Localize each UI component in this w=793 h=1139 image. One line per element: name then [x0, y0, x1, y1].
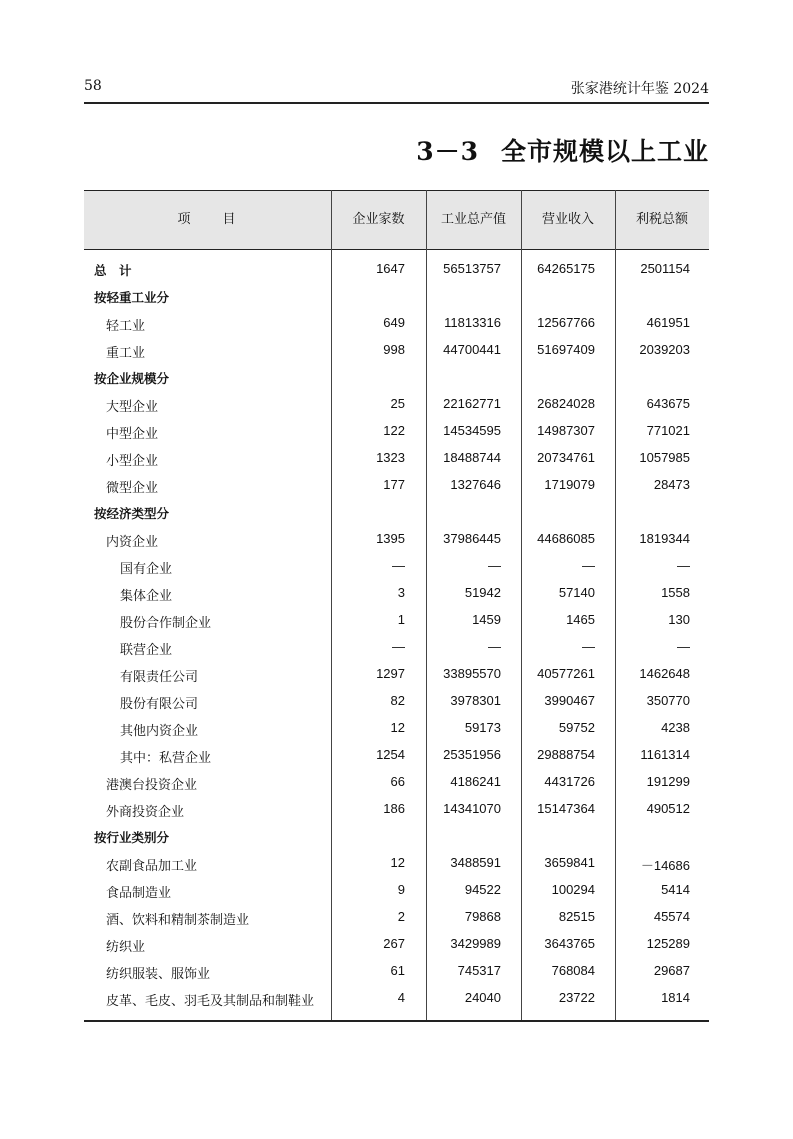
- table-row: [84, 876, 709, 903]
- cell-industrial-output: 33895570: [443, 666, 501, 681]
- cell-industrial-output: 51942: [464, 585, 501, 600]
- table-row: [84, 930, 709, 957]
- table-row: [84, 633, 709, 660]
- cell-profit-tax: －14686: [640, 858, 690, 873]
- cell-enterprise-count: 122: [383, 423, 405, 438]
- row-label: 国有企业: [120, 562, 173, 577]
- cell-operating-revenue: 768084: [551, 963, 595, 978]
- cell-industrial-output: 59173: [464, 720, 501, 735]
- cell-industrial-output: 14534595: [443, 423, 501, 438]
- cell-profit-tax: 350770: [646, 693, 690, 708]
- cell-enterprise-count: 267: [383, 936, 405, 951]
- cell-enterprise-count: 2: [397, 909, 405, 924]
- cell-operating-revenue: 100294: [551, 882, 595, 897]
- table-row: [84, 984, 709, 1011]
- table-row: [84, 498, 709, 525]
- cell-enterprise-count: 1395: [376, 531, 405, 546]
- table-row: [84, 849, 709, 876]
- row-label: 股份合作制企业: [120, 616, 212, 631]
- cell-operating-revenue: 64265175: [537, 261, 595, 276]
- table-row: [84, 525, 709, 552]
- table-row: [84, 957, 709, 984]
- table-row: [84, 579, 709, 606]
- cell-profit-tax: 28473: [653, 477, 690, 492]
- cell-enterprise-count: 1647: [376, 261, 405, 276]
- cell-enterprise-count: 66: [390, 774, 405, 789]
- cell-enterprise-count: 186: [383, 801, 405, 816]
- cell-industrial-output: 94522: [464, 882, 501, 897]
- column-header-item: 项 目: [177, 212, 238, 227]
- row-label: 总 计: [94, 263, 132, 278]
- column-header-tax: 利税总额: [635, 212, 688, 227]
- row-label: 集体企业: [120, 589, 173, 604]
- cell-operating-revenue: 57140: [558, 585, 595, 600]
- cell-profit-tax: 1814: [661, 990, 690, 1005]
- cell-industrial-output: 3429989: [450, 936, 501, 951]
- cell-industrial-output: 1459: [472, 612, 501, 627]
- cell-operating-revenue: 4431726: [544, 774, 595, 789]
- row-label: 按轻重工业分: [94, 290, 170, 305]
- cell-operating-revenue: 26824028: [537, 396, 595, 411]
- row-label: 其中：私营企业: [120, 751, 212, 766]
- cell-industrial-output: 37986445: [443, 531, 501, 546]
- cell-enterprise-count: 82: [390, 693, 405, 708]
- table-row: [84, 714, 709, 741]
- row-label: 股份有限公司: [120, 697, 199, 712]
- cell-operating-revenue: 23722: [558, 990, 595, 1005]
- table-row: [84, 903, 709, 930]
- cell-profit-tax: —: [677, 639, 690, 654]
- cell-enterprise-count: 1297: [376, 666, 405, 681]
- cell-industrial-output: 44700441: [443, 342, 501, 357]
- row-label: 农副食品加工业: [106, 859, 198, 874]
- table-row: [84, 336, 709, 363]
- cell-enterprise-count: 25: [390, 396, 405, 411]
- cell-profit-tax: 1558: [661, 585, 690, 600]
- table-row: [84, 309, 709, 336]
- page-header: [84, 76, 709, 104]
- cell-industrial-output: 3978301: [450, 693, 501, 708]
- row-label: 大型企业: [106, 400, 159, 415]
- cell-operating-revenue: 15147364: [537, 801, 595, 816]
- cell-operating-revenue: 20734761: [537, 450, 595, 465]
- row-label: 有限责任公司: [120, 670, 199, 685]
- cell-enterprise-count: 61: [390, 963, 405, 978]
- cell-industrial-output: 4186241: [450, 774, 501, 789]
- table-row: [84, 282, 709, 309]
- row-label: 微型企业: [106, 481, 159, 496]
- column-header-enterprises: 企业家数: [352, 212, 405, 227]
- cell-industrial-output: 22162771: [443, 396, 501, 411]
- cell-operating-revenue: 29888754: [537, 747, 595, 762]
- table-row: [84, 687, 709, 714]
- cell-industrial-output: 18488744: [443, 450, 501, 465]
- cell-industrial-output: 79868: [464, 909, 501, 924]
- cell-enterprise-count: 1: [397, 612, 405, 627]
- cell-operating-revenue: —: [582, 558, 595, 573]
- cell-enterprise-count: —: [392, 558, 405, 573]
- cell-enterprise-count: 1254: [376, 747, 405, 762]
- cell-profit-tax: 461951: [646, 315, 690, 330]
- cell-profit-tax: 4238: [661, 720, 690, 735]
- column-header-revenue: 营业收入: [541, 212, 594, 227]
- cell-enterprise-count: 177: [383, 477, 405, 492]
- cell-industrial-output: —: [488, 639, 501, 654]
- table-row: [84, 417, 709, 444]
- table-row: [84, 822, 709, 849]
- cell-enterprise-count: 998: [383, 342, 405, 357]
- cell-industrial-output: —: [488, 558, 501, 573]
- cell-operating-revenue: 12567766: [537, 315, 595, 330]
- table-row: [84, 471, 709, 498]
- row-label: 纺织服装、服饰业: [106, 967, 211, 982]
- cell-profit-tax: 29687: [653, 963, 690, 978]
- cell-enterprise-count: 1323: [376, 450, 405, 465]
- row-label: 联营企业: [120, 643, 173, 658]
- table-row: [84, 444, 709, 471]
- row-label: 按行业类别分: [94, 830, 170, 845]
- cell-enterprise-count: 9: [397, 882, 405, 897]
- table-row: [84, 255, 709, 282]
- cell-enterprise-count: 4: [397, 990, 405, 1005]
- cell-operating-revenue: 44686085: [537, 531, 595, 546]
- cell-operating-revenue: 40577261: [537, 666, 595, 681]
- cell-profit-tax: 2501154: [640, 261, 690, 276]
- cell-operating-revenue: 51697409: [537, 342, 595, 357]
- cell-industrial-output: 24040: [464, 990, 501, 1005]
- table-title-text: 全市规模以上工业: [500, 137, 709, 166]
- cell-operating-revenue: 3990467: [544, 693, 595, 708]
- row-label: 重工业: [106, 346, 146, 361]
- table-row: [84, 390, 709, 417]
- cell-enterprise-count: 3: [397, 585, 405, 600]
- cell-enterprise-count: 12: [390, 855, 405, 870]
- cell-profit-tax: 643675: [646, 396, 690, 411]
- row-label: 按企业规模分: [94, 371, 170, 386]
- cell-profit-tax: 45574: [653, 909, 690, 924]
- cell-profit-tax: —: [677, 558, 690, 573]
- row-label: 内资企业: [106, 535, 159, 550]
- cell-profit-tax: 771021: [646, 423, 690, 438]
- cell-profit-tax: 125289: [646, 936, 690, 951]
- row-label: 按经济类型分: [94, 506, 170, 521]
- book-title: 张家港统计年鉴 2024: [570, 81, 709, 97]
- cell-operating-revenue: 14987307: [537, 423, 595, 438]
- page-number: 58: [84, 78, 102, 94]
- row-label: 中型企业: [106, 427, 159, 442]
- table-row: [84, 741, 709, 768]
- row-label: 酒、饮料和精制茶制造业: [106, 913, 250, 928]
- row-label: 纺织业: [106, 940, 146, 955]
- row-label: 皮革、毛皮、羽毛及其制品和制鞋业: [106, 994, 315, 1009]
- cell-profit-tax: 2039203: [639, 342, 690, 357]
- cell-profit-tax: 490512: [646, 801, 690, 816]
- cell-enterprise-count: —: [392, 639, 405, 654]
- table-row: [84, 768, 709, 795]
- column-header-output: 工业总产值: [440, 212, 506, 227]
- table-title: [416, 132, 709, 168]
- cell-operating-revenue: 82515: [558, 909, 595, 924]
- cell-profit-tax: 5414: [661, 882, 690, 897]
- cell-operating-revenue: 3643765: [544, 936, 595, 951]
- cell-operating-revenue: —: [582, 639, 595, 654]
- cell-industrial-output: 14341070: [443, 801, 501, 816]
- cell-profit-tax: 1057985: [639, 450, 690, 465]
- table-row: [84, 606, 709, 633]
- row-label: 轻工业: [106, 319, 146, 334]
- table-bottom-rule: [84, 1020, 709, 1022]
- cell-profit-tax: 1819344: [639, 531, 690, 546]
- row-label: 港澳台投资企业: [106, 778, 198, 793]
- cell-enterprise-count: 12: [390, 720, 405, 735]
- cell-operating-revenue: 1719079: [544, 477, 595, 492]
- cell-industrial-output: 25351956: [443, 747, 501, 762]
- cell-profit-tax: 1161314: [640, 747, 690, 762]
- table-number: 3－3: [416, 137, 479, 166]
- table-row: [84, 552, 709, 579]
- cell-operating-revenue: 59752: [558, 720, 595, 735]
- table-row: [84, 795, 709, 822]
- cell-industrial-output: 11813316: [444, 315, 501, 330]
- cell-operating-revenue: 1465: [566, 612, 595, 627]
- row-label: 食品制造业: [106, 886, 172, 901]
- row-label: 小型企业: [106, 454, 159, 469]
- cell-profit-tax: 1462648: [639, 666, 690, 681]
- cell-industrial-output: 745317: [457, 963, 501, 978]
- cell-industrial-output: 3488591: [450, 855, 501, 870]
- cell-operating-revenue: 3659841: [544, 855, 595, 870]
- table-row: [84, 660, 709, 687]
- row-label: 其他内资企业: [120, 724, 199, 739]
- row-label: 外商投资企业: [106, 805, 185, 820]
- cell-enterprise-count: 649: [383, 315, 405, 330]
- cell-profit-tax: 130: [668, 612, 690, 627]
- table-row: [84, 363, 709, 390]
- cell-profit-tax: 191299: [646, 774, 690, 789]
- table-body: [84, 255, 709, 1011]
- cell-industrial-output: 56513757: [443, 261, 501, 276]
- cell-industrial-output: 1327646: [450, 477, 501, 492]
